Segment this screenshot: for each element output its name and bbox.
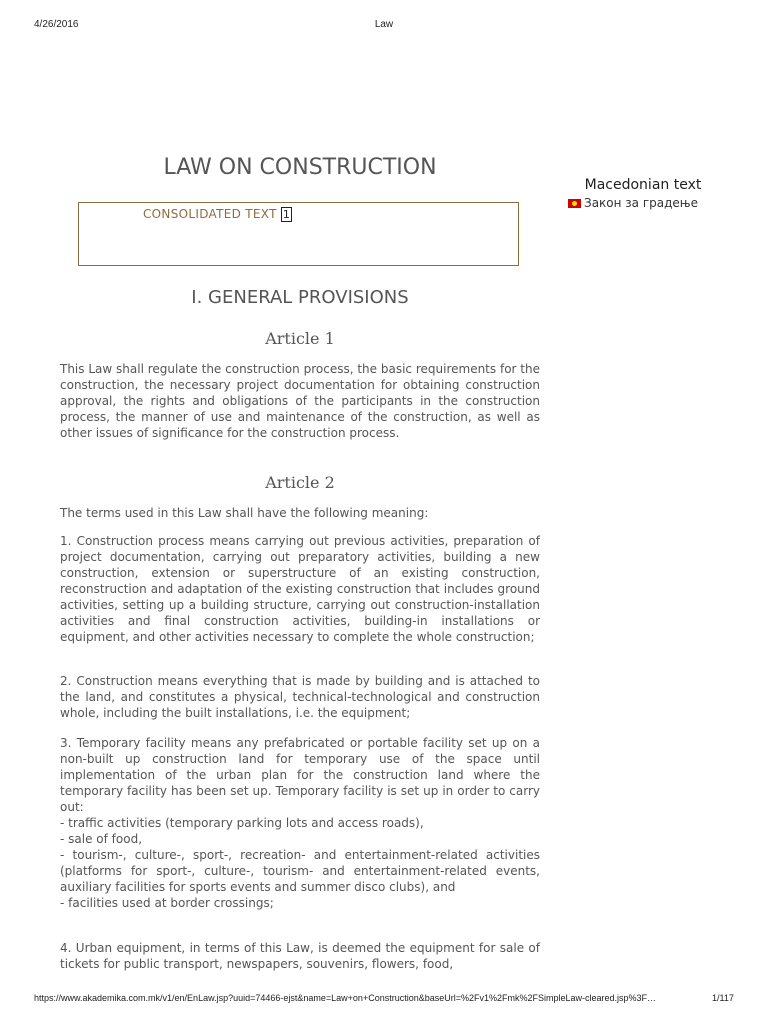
- document-title: LAW ON CONSTRUCTION: [163, 155, 437, 180]
- item-3-bullet: - tourism-, culture-, sport-, recreation- and entertainment-related activities (platforms for sport-, culture-, tourism- and entertainment-related events, auxiliary facilities for sports events and summer disco clubs), and: [60, 848, 540, 894]
- macedonian-link-label: Закон за градење: [584, 196, 698, 210]
- article-2-title: Article 2: [265, 473, 335, 492]
- item-3-main: 3. Temporary facility means any prefabricated or portable facility set up on a non-built up construction land for temporary use of the space until implementation of the urban plan for the construction land where the temporary facility has been set up. Temporary facility is set up in order to carry out:: [60, 736, 540, 814]
- print-footer-page: 1/117: [712, 993, 734, 1003]
- article-2-item-4: 4. Urban equipment, in terms of this Law, is deemed the equipment for sale of tickets for public transport, newspapers, souvenirs, flowers, food,: [60, 941, 540, 971]
- macedonia-flag-icon: [568, 199, 581, 208]
- article-2-intro: The terms used in this Law shall have the following meaning:: [60, 506, 429, 520]
- consolidated-box: [78, 202, 519, 266]
- article-2-item-2: 2. Construction means everything that is made by building and is attached to the land, and constitutes a physical, technical-technological and construction whole, including the built installations, i.e. the equipment;: [60, 674, 540, 720]
- macedonian-text-link[interactable]: [568, 196, 718, 210]
- article-2-item-1: 1. Construction process means carrying out previous activities, preparation of project documentation, carrying out preparatory activities, building a new construction, extension or superstructure of an existing construction, reconstruction and adaptation of the existing construction that includes ground activities, setting up a building structure, carrying out construction-installation activities and final construction activities, building-in installations or equipment, and other activities necessary to complete the whole construction;: [60, 534, 540, 644]
- section-title: I. GENERAL PROVISIONS: [191, 287, 409, 308]
- footnote-link[interactable]: 1: [282, 208, 291, 221]
- article-2-item-3: [60, 735, 540, 911]
- print-header-date: 4/26/2016: [34, 19, 79, 30]
- consolidated-label: CONSOLIDATED TEXT: [143, 207, 277, 221]
- sidebar: [568, 176, 718, 210]
- consolidated-label-wrap: [143, 207, 292, 221]
- article-1-title: Article 1: [265, 329, 335, 348]
- sidebar-title: Macedonian text: [584, 177, 702, 193]
- item-3-bullet: - traffic activities (temporary parking lots and access roads),: [60, 816, 424, 830]
- item-3-bullet: - sale of food,: [60, 832, 143, 846]
- print-footer-url: https://www.akademika.com.mk/v1/en/EnLaw.jsp?uuid=74466-ejst&name=Law+on+Construction&baseUrl=%2Fv1%2Fmk%2FSimpleLaw-cleared.jsp%3F…: [34, 993, 657, 1003]
- article-1-text: This Law shall regulate the construction process, the basic requirements for the construction, the necessary project documentation for obtaining construction approval, the rights and obligations of the participants in the construction process, the manner of use and maintenance of the construction, as well as other issues of significance for the construction process.: [60, 362, 540, 440]
- item-3-bullet: - facilities used at border crossings;: [60, 896, 274, 910]
- print-header-title: Law: [374, 19, 394, 30]
